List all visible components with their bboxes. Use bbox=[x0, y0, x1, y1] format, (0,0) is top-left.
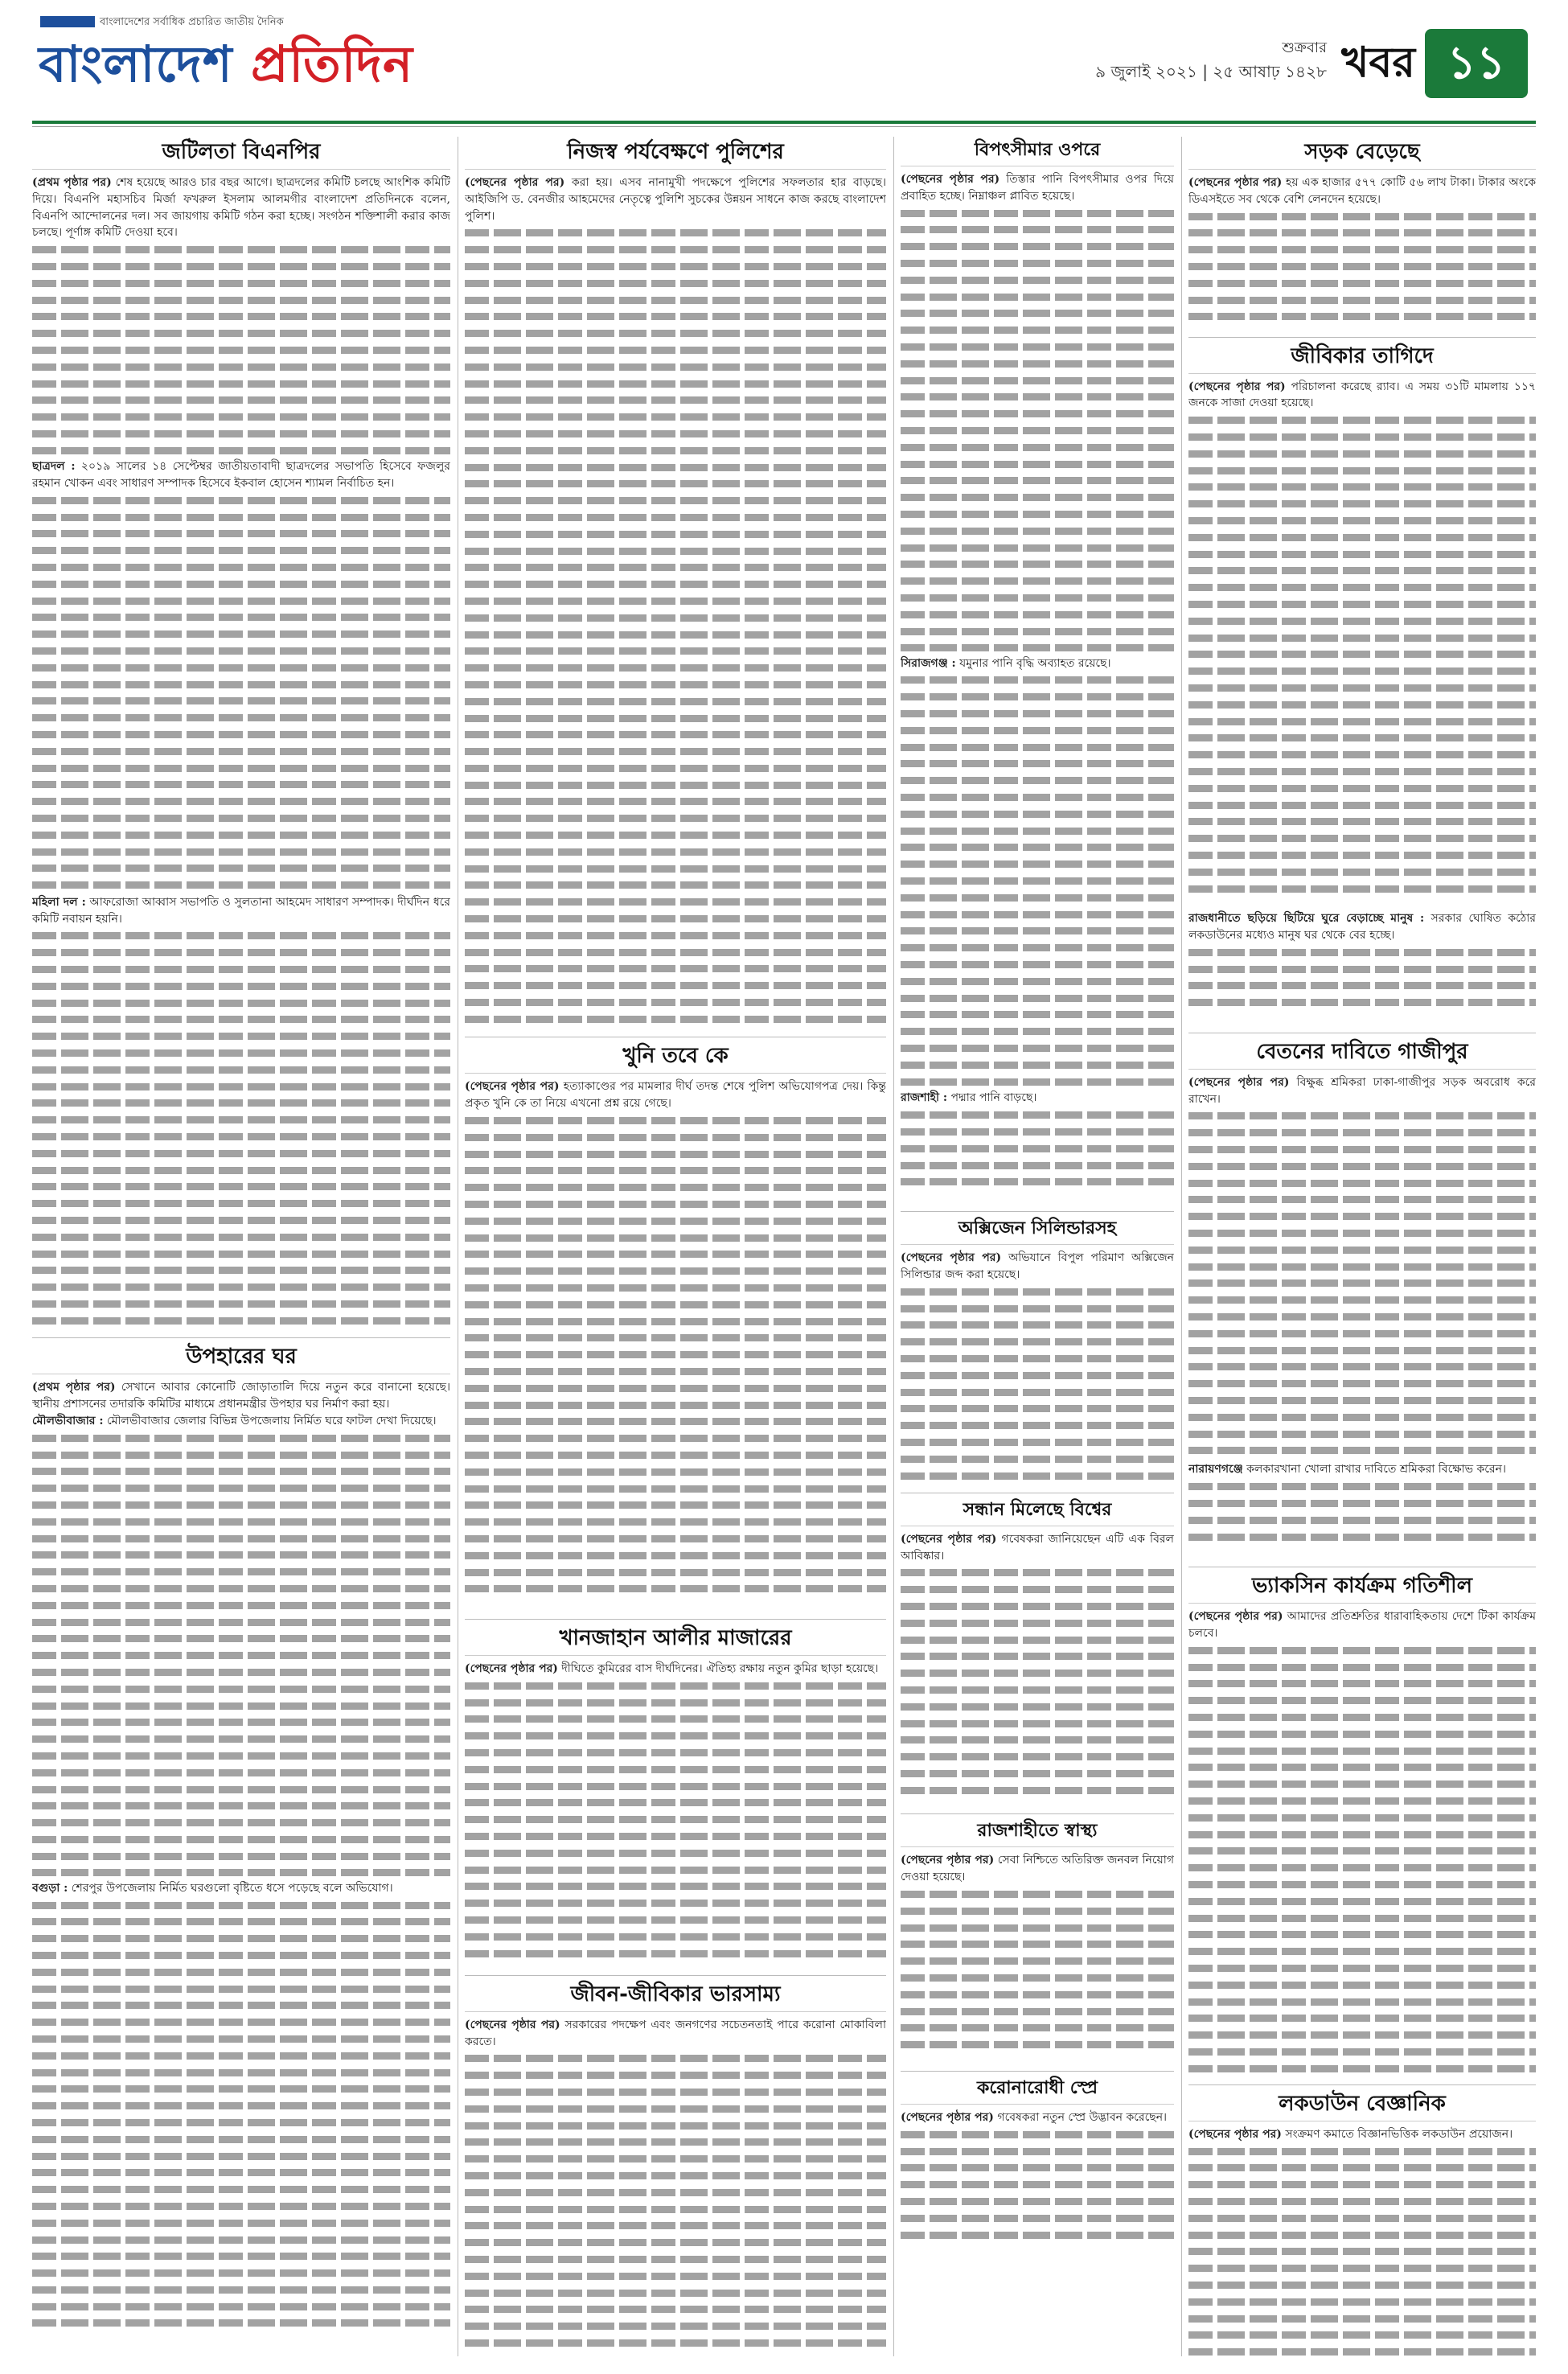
article-sub-paragraph bbox=[1188, 910, 1536, 944]
article-headline[interactable]: রাজশাহীতে স্বাস্থ্য bbox=[901, 1819, 1174, 1847]
column-3 bbox=[901, 137, 1174, 2356]
continuation-marker: (পেছনের পৃষ্ঠার পর) bbox=[901, 1251, 1002, 1265]
masthead-thin-rule bbox=[32, 126, 1536, 127]
column-2 bbox=[465, 137, 886, 2356]
sub-heading: মহিলা দল : bbox=[32, 895, 86, 909]
article-sub-paragraph bbox=[901, 655, 1174, 672]
text-lines bbox=[465, 1112, 886, 1611]
sub-text: সরকার ঘোষিত কঠোর লকডাউনের মধ্যেও মানুষ ঘর থেকে বের হচ্ছে। bbox=[1188, 912, 1536, 942]
section-title: খবর bbox=[1341, 39, 1415, 87]
article-sub-paragraph bbox=[32, 458, 450, 492]
sub-text: মৌলভীবাজার জেলার বিভিন্ন উপজেলায় নির্মিত ঘরে ফাটল দেখা দিয়েছে। bbox=[106, 1414, 437, 1427]
article-headline[interactable]: ভ্যাকসিন কার্যক্রম গতিশীল bbox=[1188, 1572, 1536, 1604]
text-lines bbox=[901, 1564, 1174, 1805]
article-body bbox=[901, 1531, 1174, 1565]
article-sub-paragraph bbox=[32, 1413, 450, 1430]
article-body bbox=[1188, 1608, 1536, 1642]
article-text: গবেষকরা নতুন স্প্রে উদ্ভাবন করেছেন। bbox=[997, 2110, 1168, 2124]
article-jotilota[interactable] bbox=[32, 138, 450, 1329]
article-body bbox=[32, 1379, 450, 1413]
sub-heading: রাজধানীতে ছড়িয়ে ছিটিয়ে ঘুরে বেড়াচ্ছে মানুষ : bbox=[1188, 912, 1425, 926]
continuation-marker: (পেছনের পৃষ্ঠার পর) bbox=[901, 2110, 994, 2124]
continuation-marker: (পেছনের পৃষ্ঠার পর) bbox=[1188, 176, 1283, 189]
text-lines bbox=[1188, 412, 1536, 910]
article-text: সরকারের পদক্ষেপ এবং জনগণের সচেতনতাই পারে করোনা মোকাবিলা করতে। bbox=[465, 2018, 886, 2048]
continuation-marker: (পেছনের পৃষ্ঠার পর) bbox=[1188, 1610, 1283, 1624]
article-headline[interactable]: সন্ধান মিলেছে বিশ্বের bbox=[901, 1498, 1174, 1526]
sub-heading: বগুড়া : bbox=[32, 1881, 68, 1895]
continuation-marker: (পেছনের পৃষ্ঠার পর) bbox=[465, 176, 565, 189]
issue-day: শুক্রবার bbox=[1282, 39, 1327, 56]
article-text: হত্যাকাণ্ডের পর মামলার দীর্ঘ তদন্ত শেষে পুলিশ অভিযোগপত্র দেয়। কিন্তু প্রকৃত খুনি কে তা নিয়ে এখনো প্রশ্ন রয়ে গেছে। bbox=[465, 1080, 886, 1111]
article-jibon-jibika[interactable] bbox=[465, 1981, 886, 2356]
date-block bbox=[1095, 37, 1327, 84]
article-beton[interactable] bbox=[1188, 1038, 1536, 1559]
article-text: সংক্রমণ কমাতে বিজ্ঞানভিত্তিক লকডাউন প্রয়োজন। bbox=[1285, 2127, 1513, 2141]
column-4 bbox=[1188, 137, 1536, 2356]
article-divider bbox=[1188, 2084, 1536, 2085]
column-divider bbox=[1181, 137, 1182, 2356]
article-text: পরিচালনা করেছে র‍্যাব। এ সময় ৩১টি মামলায় ১১৭ জনকে সাজা দেওয়া হয়েছে। bbox=[1188, 380, 1536, 410]
sub-heading: নারায়ণগঞ্জে bbox=[1188, 1463, 1243, 1477]
article-rajshahi[interactable] bbox=[901, 1819, 1174, 2063]
article-spray[interactable] bbox=[901, 2076, 1174, 2255]
article-text: করা হয়। এসব নানামুখী পদক্ষেপে পুলিশের সফলতার হার বাড়ছে। আইজিপি ড. বেনজীর আহমেদের নেতৃত্বে পুলিশি সুচকের উন্নয়ন সাধনে কাজ করছে বাংলাদেশ পুলিশ। bbox=[465, 176, 886, 223]
text-lines bbox=[32, 927, 450, 1329]
sub-heading: রাজশাহী : bbox=[901, 1091, 948, 1105]
article-sandhan[interactable] bbox=[901, 1498, 1174, 1806]
article-body bbox=[1188, 379, 1536, 413]
article-text: গবেষকরা জানিয়েছেন এটি এক বিরল আবিষ্কার। bbox=[901, 1532, 1174, 1563]
article-divider bbox=[1188, 337, 1536, 338]
sub-text: পদ্মার পানি বাড়ছে। bbox=[950, 1091, 1037, 1105]
article-text: সেবা নিশ্চিতে অতিরিক্ত জনবল নিয়োগ দেওয়া হয়েছে। bbox=[901, 1854, 1174, 1884]
article-text: অভিযানে বিপুল পরিমাণ অক্সিজেন সিলিন্ডার জব্দ করা হয়েছে। bbox=[901, 1251, 1174, 1281]
article-headline[interactable]: নিজস্ব পর্যবেক্ষণে পুলিশের bbox=[465, 138, 886, 170]
article-headline[interactable]: জীবিকার তাগিদে bbox=[1188, 343, 1536, 374]
text-lines bbox=[32, 1897, 450, 2331]
article-body bbox=[901, 2109, 1174, 2126]
brand-tag-bar bbox=[40, 16, 95, 27]
article-body bbox=[901, 171, 1174, 205]
article-upohar[interactable] bbox=[32, 1343, 450, 2331]
article-sub-paragraph bbox=[1188, 1461, 1536, 1478]
text-lines bbox=[32, 241, 450, 458]
article-text: সেখানে আবার কোনোটি জোড়াতালি দিয়ে নতুন করে বানানো হয়েছে। স্থানীয় প্রশাসনের তদারকি কমিটির মাধ্যমে প্রধানমন্ত্রীর উপহার ঘর নির্মাণ করা হয়। bbox=[32, 1381, 450, 1411]
sub-text: শেরপুর উপজেলায় নির্মিত ঘরগুলো বৃষ্টিতে ধসে পড়েছে বলে অভিযোগ। bbox=[71, 1881, 393, 1895]
article-body bbox=[465, 1078, 886, 1112]
article-headline[interactable]: উপহারের ঘর bbox=[32, 1343, 450, 1374]
logo-part-2: প্রতিদিন bbox=[251, 35, 413, 93]
text-lines bbox=[1188, 1478, 1536, 1559]
article-oxygen[interactable] bbox=[901, 1217, 1174, 1485]
article-divider bbox=[465, 1975, 886, 1976]
column-1 bbox=[32, 137, 450, 2356]
continuation-marker: (পেছনের পৃষ্ঠার পর) bbox=[901, 1854, 995, 1867]
article-body bbox=[901, 1250, 1174, 1284]
article-jibika[interactable] bbox=[1188, 343, 1536, 1025]
article-text: তিস্তার পানি বিপৎসীমার ওপর দিয়ে প্রবাহিত হচ্ছে। নিম্নাঞ্চল প্লাবিত হয়েছে। bbox=[901, 173, 1174, 203]
article-bipodsima[interactable] bbox=[901, 138, 1174, 1203]
page-number-badge: ১১ bbox=[1425, 29, 1528, 98]
sub-text: ২০১৯ সালের ১৪ সেপ্টেম্বর জাতীয়তাবাদী ছাত্রদলের সভাপতি হিসেবে ফজলুর রহমান খোকন এবং সাধারণ সম্পাদক হিসেবে ইকবাল হোসেন শ্যামল নির্বাচিত হন। bbox=[32, 460, 450, 490]
column-divider bbox=[893, 137, 894, 2356]
text-lines bbox=[1188, 2143, 1536, 2356]
article-vaccine[interactable] bbox=[1188, 1572, 1536, 2076]
article-body bbox=[1188, 2126, 1536, 2143]
article-body bbox=[465, 1661, 886, 1678]
article-headline[interactable]: বিপৎসীমার ওপরে bbox=[901, 138, 1174, 166]
article-body bbox=[465, 175, 886, 224]
sub-text: কলকারখানা খোলা রাখার দাবিতে শ্রমিকরা বিক্ষোভ করেন। bbox=[1246, 1463, 1506, 1477]
continuation-marker: (পেছনের পৃষ্ঠার পর) bbox=[465, 1080, 560, 1094]
article-lockdown[interactable] bbox=[1188, 2090, 1536, 2356]
text-lines bbox=[901, 1284, 1174, 1485]
text-lines bbox=[465, 1678, 886, 1967]
brand-tagline: বাংলাদেশের সর্বাধিক প্রচারিত জাতীয় দৈনিক bbox=[100, 16, 284, 28]
article-headline[interactable]: সড়ক বেড়েছে bbox=[1188, 138, 1536, 170]
sub-heading: ছাত্রদল : bbox=[32, 460, 76, 474]
text-lines bbox=[32, 492, 450, 894]
article-police[interactable] bbox=[465, 138, 886, 1029]
article-headline[interactable]: খুনি তবে কে bbox=[465, 1042, 886, 1074]
continuation-marker: (পেছনের পৃষ্ঠার পর) bbox=[901, 1532, 997, 1546]
article-sub-paragraph bbox=[901, 1090, 1174, 1107]
continuation-marker: (পেছনের পৃষ্ঠার পর) bbox=[1188, 1075, 1290, 1089]
text-lines bbox=[901, 205, 1174, 655]
text-lines bbox=[1188, 944, 1536, 1025]
article-khanjahan[interactable] bbox=[465, 1624, 886, 1967]
article-sorok[interactable] bbox=[1188, 138, 1536, 329]
text-lines bbox=[465, 2050, 886, 2356]
text-lines bbox=[1188, 1642, 1536, 2076]
logo-part-1: বাংলাদেশ bbox=[39, 35, 252, 93]
sub-text: আফরোজা আব্বাস সভাপতি ও সুলতানা আহমেদ সাধারণ সম্পাদক। দীর্ঘদিন ধরে কমিটি নবায়ন হয়নি। bbox=[32, 895, 450, 926]
article-khuni[interactable] bbox=[465, 1042, 886, 1611]
article-text: হয় এক হাজার ৫৭৭ কোটি ৫৬ লাখ টাকা। টাকার অংকে ডিএসইতে সব থেকে বেশি লেনদেন হয়েছে। bbox=[1188, 176, 1536, 206]
article-headline[interactable]: জীবন-জীবিকার ভারসাম্য bbox=[465, 1981, 886, 2012]
continuation-marker: (প্রথম পৃষ্ঠার পর) bbox=[32, 176, 112, 189]
article-text: দীঘিতে কুমিরের বাস দীর্ঘদিনের। ঐতিহ্য রক্ষায় নতুন কুমির ছাড়া হয়েছে। bbox=[561, 1661, 879, 1675]
continuation-marker: (পেছনের পৃষ্ঠার পর) bbox=[1188, 380, 1286, 393]
text-lines bbox=[901, 672, 1174, 1090]
article-text: বিক্ষুব্ধ শ্রমিকরা ঢাকা-গাজীপুর সড়ক অবরোধ করে রাখেন। bbox=[1188, 1075, 1536, 1106]
text-lines bbox=[1188, 1107, 1536, 1461]
masthead bbox=[32, 0, 1536, 129]
article-headline[interactable]: করোনারোধী স্প্রে bbox=[901, 2076, 1174, 2105]
article-text: আমাদের প্রতিশ্রুতির ধারাবাহিকতায় দেশে টিকা কার্যক্রম চলবে। bbox=[1188, 1610, 1536, 1640]
continuation-marker: (পেছনের পৃষ্ঠার পর) bbox=[1188, 2127, 1282, 2141]
article-divider bbox=[465, 1619, 886, 1620]
article-body bbox=[901, 1852, 1174, 1886]
continuation-marker: (পেছনের পৃষ্ঠার পর) bbox=[465, 1661, 558, 1675]
text-lines bbox=[901, 1107, 1174, 1203]
sub-heading: সিরাজগঞ্জ : bbox=[901, 656, 956, 670]
article-body bbox=[1188, 1074, 1536, 1108]
article-divider bbox=[901, 2071, 1174, 2072]
text-lines bbox=[465, 224, 886, 1029]
newspaper-logo[interactable] bbox=[39, 32, 413, 97]
sub-text: যমুনার পানি বৃদ্ধি অব্যাহত রয়েছে। bbox=[959, 656, 1111, 670]
sub-heading: মৌলভীবাজার : bbox=[32, 1414, 104, 1427]
continuation-marker: (প্রথম পৃষ্ঠার পর) bbox=[32, 1381, 116, 1394]
article-headline[interactable]: খানজাহান আলীর মাজারের bbox=[465, 1624, 886, 1656]
article-text: শেষ হয়েছে আরও চার বছর আগে। ছাত্রদলের কমিটি চলছে আংশিক কমিটি দিয়ে। বিএনপি মহাসচিব মির্জা ফখরুল ইসলাম আলমগীর বাংলাদেশ প্রতিদিনকে বলেন, বিএনপি আন্দোলনের দল। সব জায়গায় কমিটি গঠন করা হচ্ছে। সংগঠন শক্তিশালী করার কাজ চলছে। পূর্ণাঙ্গ কমিটি দেওয়া হবে। bbox=[32, 176, 450, 240]
text-lines bbox=[1188, 208, 1536, 329]
issue-date: ৯ জুলাই ২০২১ | ২৫ আষাঢ় ১৪২৮ bbox=[1095, 62, 1327, 81]
continuation-marker: (পেছনের পৃষ্ঠার পর) bbox=[465, 2018, 560, 2031]
article-headline[interactable]: বেতনের দাবিতে গাজীপুর bbox=[1188, 1038, 1536, 1070]
article-divider bbox=[901, 1211, 1174, 1212]
article-body bbox=[1188, 175, 1536, 208]
article-headline[interactable]: অক্সিজেন সিলিন্ডারসহ bbox=[901, 1217, 1174, 1245]
article-sub-paragraph bbox=[32, 894, 450, 928]
article-body bbox=[465, 2017, 886, 2051]
continuation-marker: (পেছনের পৃষ্ঠার পর) bbox=[901, 173, 1000, 186]
text-lines bbox=[32, 1430, 450, 1880]
text-lines bbox=[901, 1886, 1174, 2063]
masthead-rule bbox=[32, 121, 1536, 124]
article-body bbox=[32, 175, 450, 241]
article-sub-paragraph bbox=[32, 1880, 450, 1897]
article-headline[interactable]: জটিলতা বিএনপির bbox=[32, 138, 450, 170]
article-divider bbox=[901, 1813, 1174, 1814]
text-lines bbox=[901, 2126, 1174, 2255]
article-divider bbox=[32, 1337, 450, 1338]
article-headline[interactable]: লকডাউন বেজ্ঞানিক bbox=[1188, 2090, 1536, 2121]
